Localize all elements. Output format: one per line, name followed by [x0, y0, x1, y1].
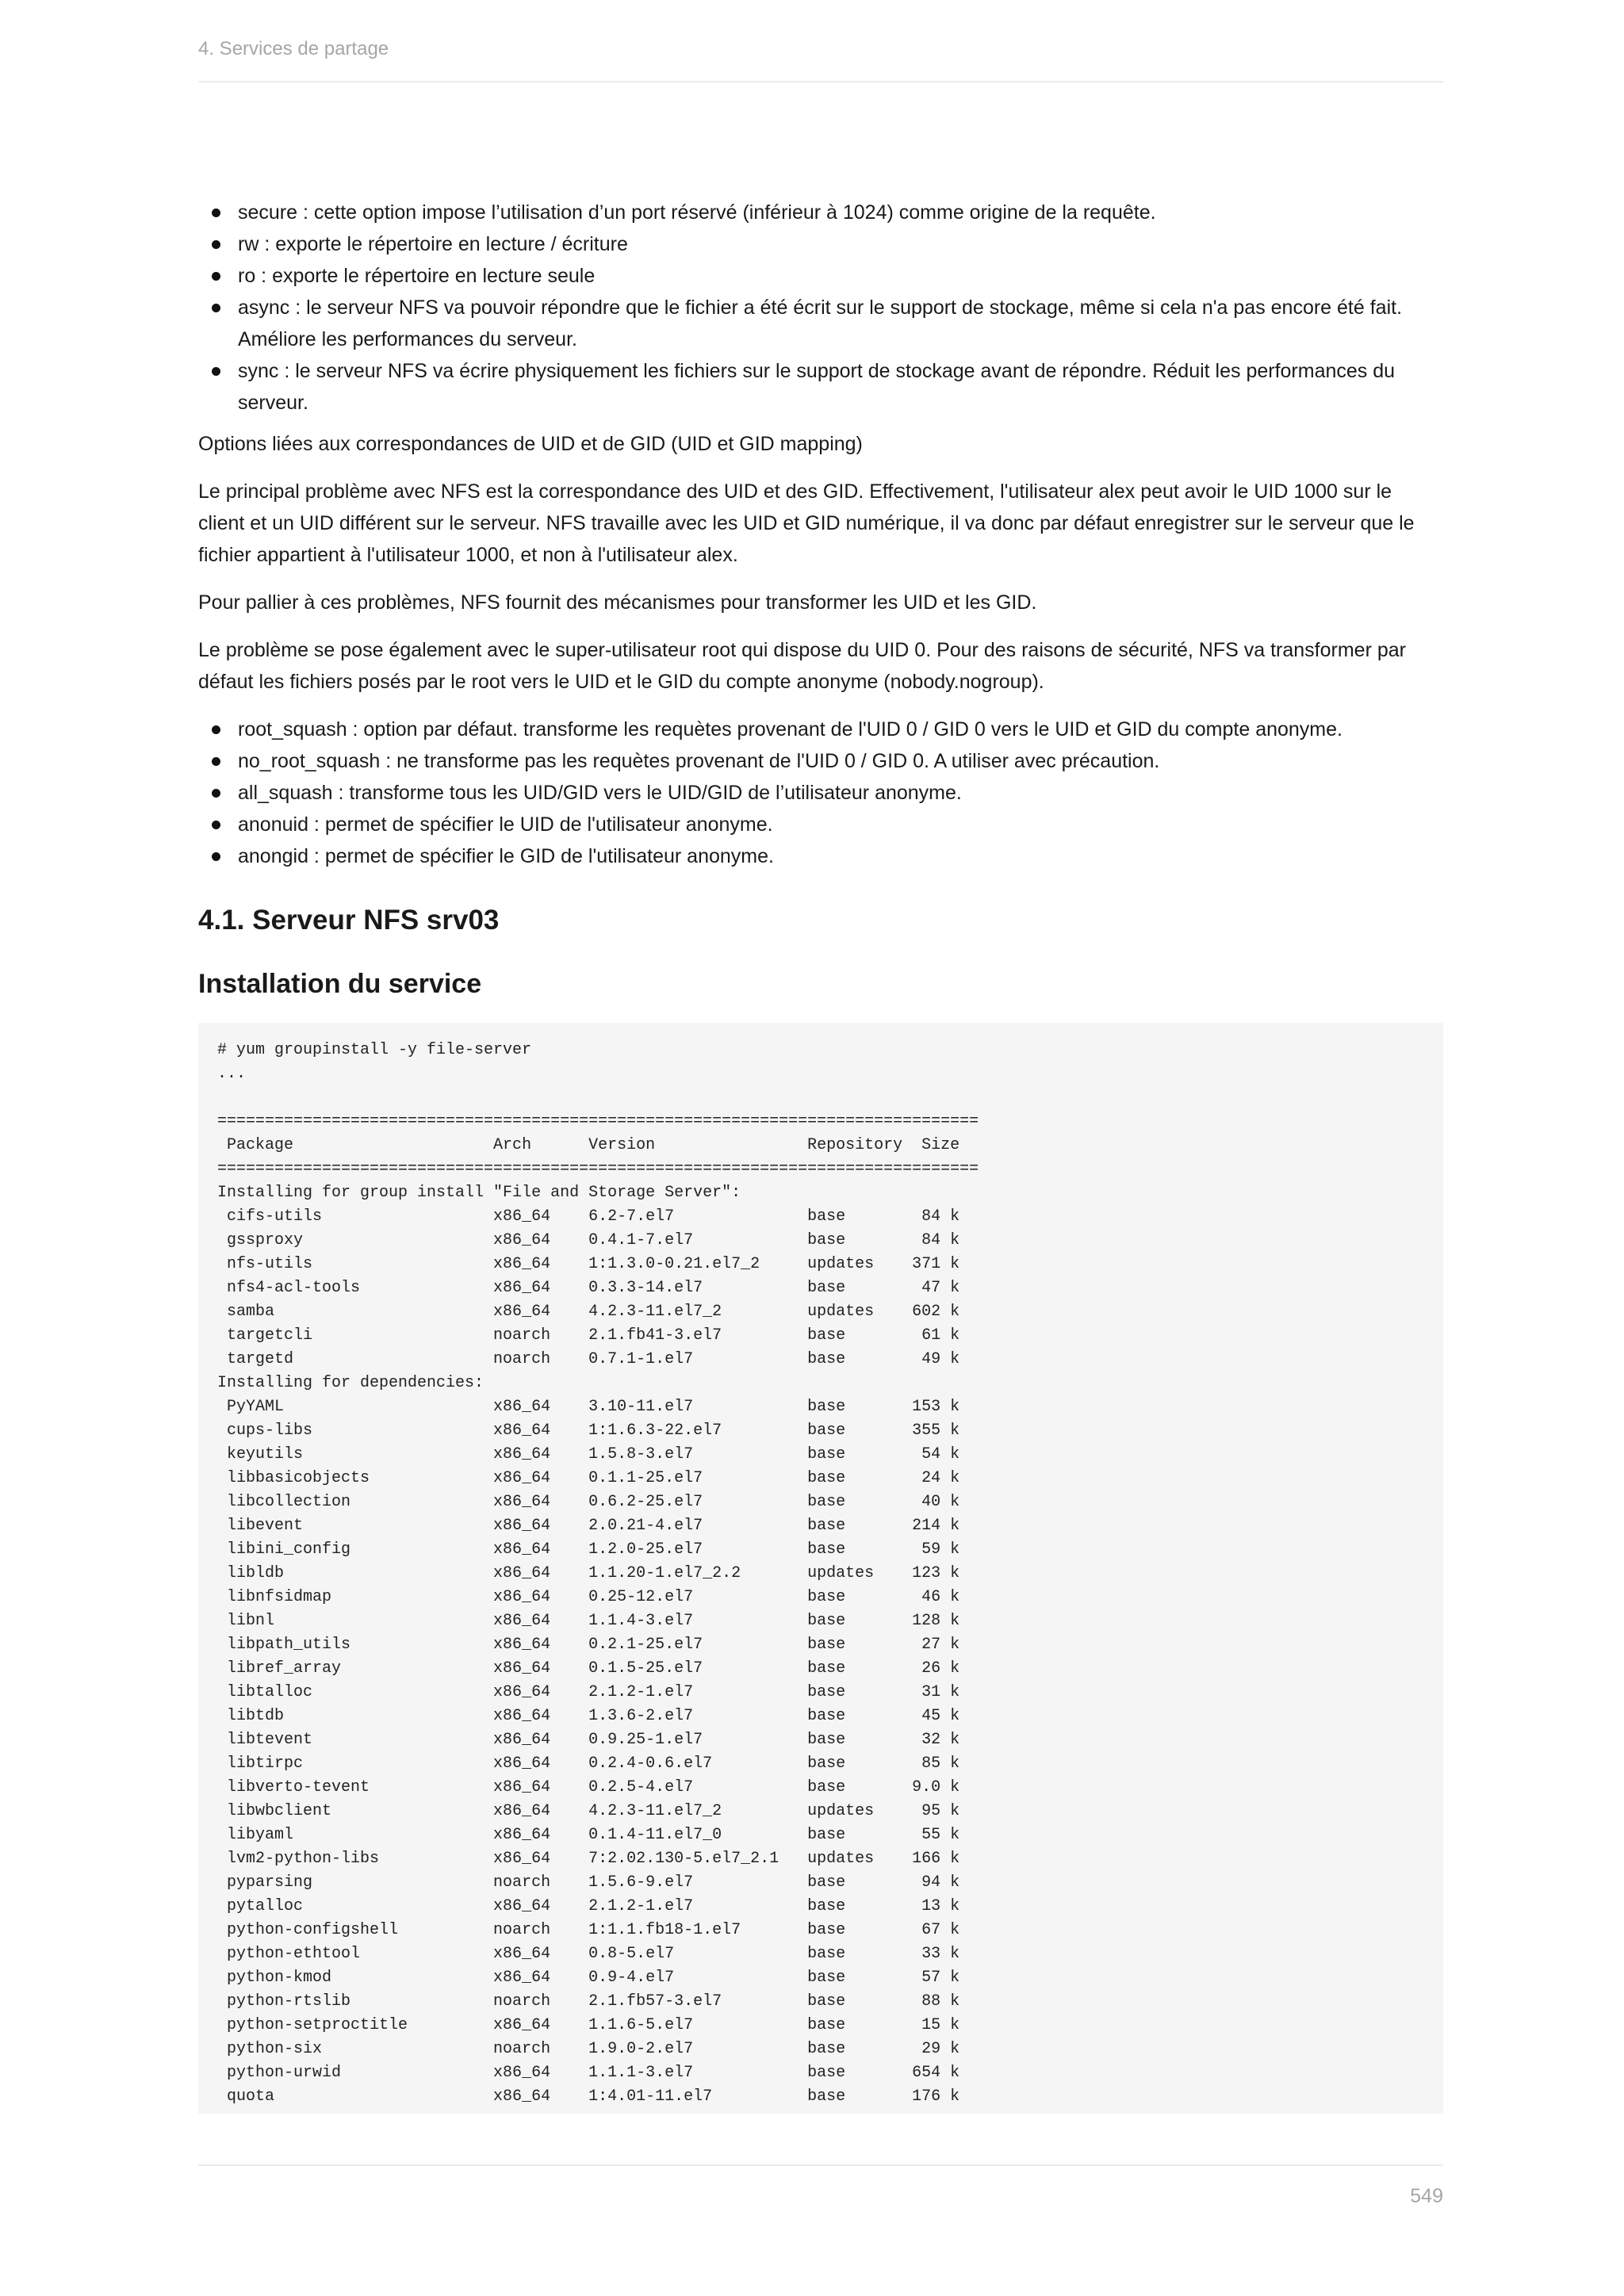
list-item: no_root_squash : ne transforme pas les requètes provenant de l'UID 0 / GID 0. A utiliser avec précaution.	[238, 745, 1443, 777]
list-item: anongid : permet de spécifier le GID de l'utilisateur anonyme.	[238, 840, 1443, 872]
mapping-options-list	[198, 714, 1443, 872]
list-item: sync : le serveur NFS va écrire physiquement les fichiers sur le support de stockage avant de répondre. Réduit les performances du serveur.	[238, 355, 1443, 419]
export-options-list	[198, 197, 1443, 419]
header-divider	[198, 81, 1443, 82]
list-item: secure : cette option impose l’utilisation d’un port réservé (inférieur à 1024) comme origine de la requête.	[238, 197, 1443, 228]
running-header: 4. Services de partage	[198, 38, 389, 59]
code-listing: # yum groupinstall -y file-server ... ================================================================================ Package Arch Version Repository Size ================================================================================ Installing for group install "File and Storage Server": cifs-utils x86_64 6.2-7.el7 base 84 k gssproxy x86_64 0.4.1-7.el7 base 84 k nfs-utils x86_64 1:1.3.0-0.21.el7_2 updates 371 k nfs4-acl-tools x86_64 0.3.3-14.el7 base 47 k samba x86_64 4.2.3-11.el7_2 updates 602 k targetcli noarch 2.1.fb41-3.el7 base 61 k targetd noarch 0.7.1-1.el7 base 49 k Installing for dependencies: PyYAML x86_64 3.10-11.el7 base 153 k cups-libs x86_64 1:1.6.3-22.el7 base 355 k keyutils x86_64 1.5.8-3.el7 base 54 k libbasicobjects x86_64 0.1.1-25.el7 base 24 k libcollection x86_64 0.6.2-25.el7 base 40 k libevent x86_64 2.0.21-4.el7 base 214 k libini_config x86_64 1.2.0-25.el7 base 59 k libldb x86_64 1.1.20-1.el7_2.2 updates 123 k libnfsidmap x86_64 0.25-12.el7 base 46 k libnl x86_64 1.1.4-3.el7 base 128 k libpath_utils x86_64 0.2.1-25.el7 base 27 k libref_array x86_64 0.1.5-25.el7 base 26 k libtalloc x86_64 2.1.2-1.el7 base 31 k libtdb x86_64 1.3.6-2.el7 base 45 k libtevent x86_64 0.9.25-1.el7 base 32 k libtirpc x86_64 0.2.4-0.6.el7 base 85 k libverto-tevent x86_64 0.2.5-4.el7 base 9.0 k libwbclient x86_64 4.2.3-11.el7_2 updates 95 k libyaml x86_64 0.1.4-11.el7_0 base 55 k lvm2-python-libs x86_64 7:2.02.130-5.el7_2.1 updates 166 k pyparsing noarch 1.5.6-9.el7 base 94 k pytalloc x86_64 2.1.2-1.el7 base 13 k python-configshell noarch 1:1.1.fb18-1.el7 base 67 k python-ethtool x86_64 0.8-5.el7 base 33 k python-kmod x86_64 0.9-4.el7 base 57 k python-rtslib noarch 2.1.fb57-3.el7 base 88 k python-setproctitle x86_64 1.1.6-5.el7 base 15 k python-six noarch 1.9.0-2.el7 base 29 k python-urwid x86_64 1.1.1-3.el7 base 654 k quota x86_64 1:4.01-11.el7 base 176 k	[217, 1041, 979, 2106]
footer-divider	[198, 2164, 1443, 2166]
subsection-title: Installation du service	[198, 969, 482, 999]
list-item: ro : exporte le répertoire en lecture seule	[238, 260, 1443, 292]
section-title: 4.1. Serveur NFS srv03	[198, 905, 500, 936]
list-item: async : le serveur NFS va pouvoir répondre que le fichier a été écrit sur le support de stockage, même si cela n'a pas encore été fait. Améliore les performances du serveur.	[238, 292, 1443, 355]
paragraph: Options liées aux correspondances de UID et de GID (UID et GID mapping)	[198, 433, 863, 455]
paragraph: Pour pallier à ces problèmes, NFS fournit des mécanismes pour transformer les UID et les GID.	[198, 591, 1037, 614]
page-number: 549	[1410, 2185, 1443, 2207]
code-block	[198, 1023, 1443, 2114]
list-item: root_squash : option par défaut. transforme les requètes provenant de l'UID 0 / GID 0 vers le UID et GID du compte anonyme.	[238, 714, 1443, 745]
paragraph: Le principal problème avec NFS est la correspondance des UID et des GID. Effectivement, l'utilisateur alex peut avoir le UID 1000 sur le client et un UID différent sur le serveur. NFS travaille avec les UID et GID numérique, il va donc par défaut enregistrer sur le serveur que le fichier appartient à l'utilisateur 1000, et non à l'utilisateur alex.	[198, 480, 1415, 566]
page-content	[198, 197, 1443, 2114]
list-item: anonuid : permet de spécifier le UID de l'utilisateur anonyme.	[238, 809, 1443, 840]
list-item: rw : exporte le répertoire en lecture / écriture	[238, 228, 1443, 260]
paragraph: Le problème se pose également avec le super-utilisateur root qui dispose du UID 0. Pour des raisons de sécurité, NFS va transformer par défaut les fichiers posés par le root vers le UID et le GID du compte anonyme (nobody.nogroup).	[198, 639, 1406, 693]
list-item: all_squash : transforme tous les UID/GID vers le UID/GID de l’utilisateur anonyme.	[238, 777, 1443, 809]
